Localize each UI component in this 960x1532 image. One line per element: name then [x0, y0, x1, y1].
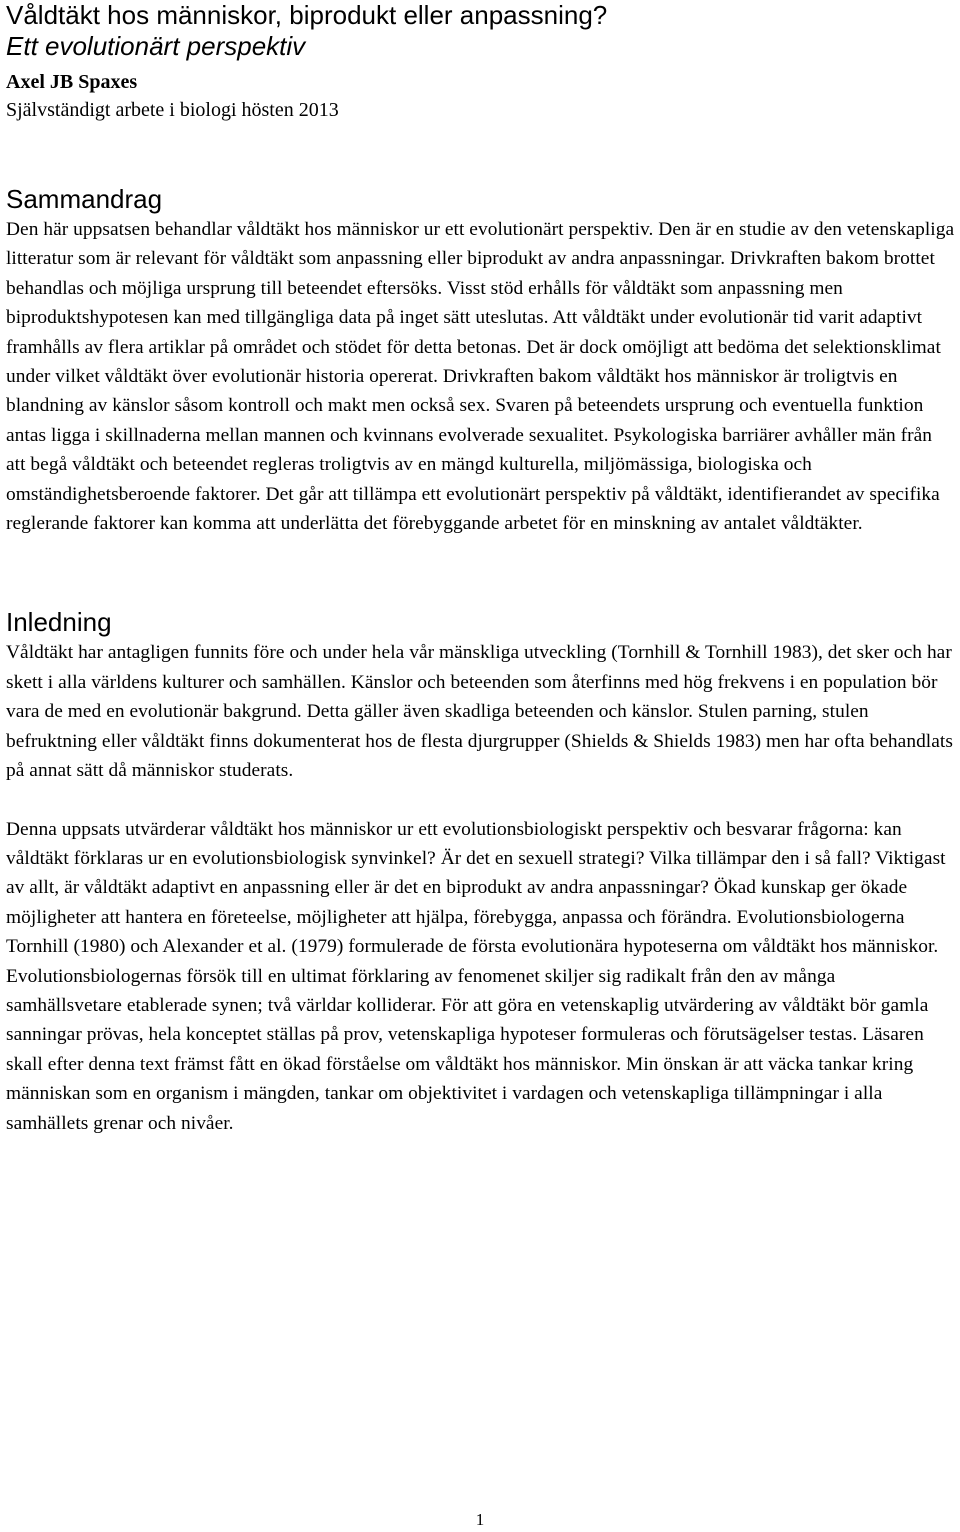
- author-name: Axel JB Spaxes: [6, 71, 138, 93]
- page-number: 1: [475, 1510, 485, 1529]
- document-subtitle: Ett evolutionärt perspektiv: [6, 31, 306, 61]
- introduction-paragraph-1: Våldtäkt har antagligen funnits före och under hela vår mänskliga utveckling (Tornhill & Tornhill 1983), det sker och har skett i alla världens kulturer och samhällen. Känslor och beteenden som återfinns med hög frekvens i en population bör vara de med en evolutionär bakgrund. Detta gäller även skadliga beteenden och känslor. Stulen parning, stulen befruktning eller våldtäkt finns dokumenterat hos de flesta djurgrupper (Shields & Shields 1983) men har ofta behandlats på annat sätt då människor studerats.: [6, 642, 953, 782]
- document-title: Våldtäkt hos människor, biprodukt eller anpassning?: [6, 0, 608, 30]
- summary-heading: Sammandrag: [6, 184, 163, 214]
- summary-paragraph: Den här uppsatsen behandlar våldtäkt hos människor ur ett evolutionärt perspektiv. Den är en studie av den vetenskapliga litteratur som är relevant för våldtäkt som anpassning eller biprodukt av andra anpassningar. Drivkraften bakom brottet behandlas och möjliga ursprung till beteendet eftersöks. Visst stöd erhålls för våldtäkt som anpassning men biproduktshypotesen kan med tillgängliga data på inget sätt uteslutas. Att våldtäkt under evolutionär tid varit adaptivt framhålls av flera artiklar på området och stödet för detta betonas. Det är dock omöjligt att bedöma det selektionsklimat under vilket våldtäkt över evolutionär historia opererat. Drivkraften bakom våldtäkt hos människor är troligtvis en blandning av känslor såsom kontroll och makt men också sex. Svaren på beteendets ursprung och eventuella funktion antas ligga i skillnaderna mellan mannen och kvinnans evolverade sexualitet. Psykologiska barriärer avhåller män från att begå våldtäkt och beteendet regleras troligtvis av en mängd kulturella, miljömässiga, biologiska och omständighetsberoende faktorer. Det går att tillämpa ett evolutionärt perspektiv på våldtäkt, identifierandet av specifika reglerande faktorer kan komma att underlätta det förebyggande arbetet för en minskning av antalet våldtäkter.: [6, 219, 955, 535]
- introduction-heading: Inledning: [6, 607, 112, 638]
- introduction-paragraph-2: Denna uppsats utvärderar våldtäkt hos människor ur ett evolutionsbiologiskt perspektiv och besvarar frågorna: kan våldtäkt förklaras ur en evolutionsbiologisk synvinkel? Är det en sexuell strategi? Vilka tillämpar den i så fall? Viktigast av allt, är våldtäkt adaptivt en anpassning eller är det en biprodukt av andra anpassningar? Ökad kunskap ger ökade möjligheter att hantera en företeelse, möjligheter att hjälpa, förebygga, anpassa och förändra. Evolutionsbiologerna Tornhill (1980) och Alexander et al. (1979) formulerade de första evolutionära hypoteserna om våldtäkt hos människor. Evolutionsbiologernas försök till en ultimat förklaring av fenomenet skiljer sig radikalt från den av många samhällsvetare etablerade synen; två världar kolliderar. För att göra en vetenskaplig utvärdering av våldtäkt bör gamla sanningar prövas, hela konceptet ställas på prov, vetenskapliga hypoteser formuleras och förutsägelser testas. Läsaren skall efter denna text främst fått en ökad förståelse om våldtäkt hos människor. Min önskan är att väcka tankar kring människan som en organism i mängden, tankar om objektivitet i vardagen och vetenskapliga tillämpningar i alla samhällets grenar och nivåer.: [6, 818, 946, 1134]
- document-page: [6, 0, 956, 1138]
- course-affiliation: Självständigt arbete i biologi hösten 2013: [6, 99, 339, 121]
